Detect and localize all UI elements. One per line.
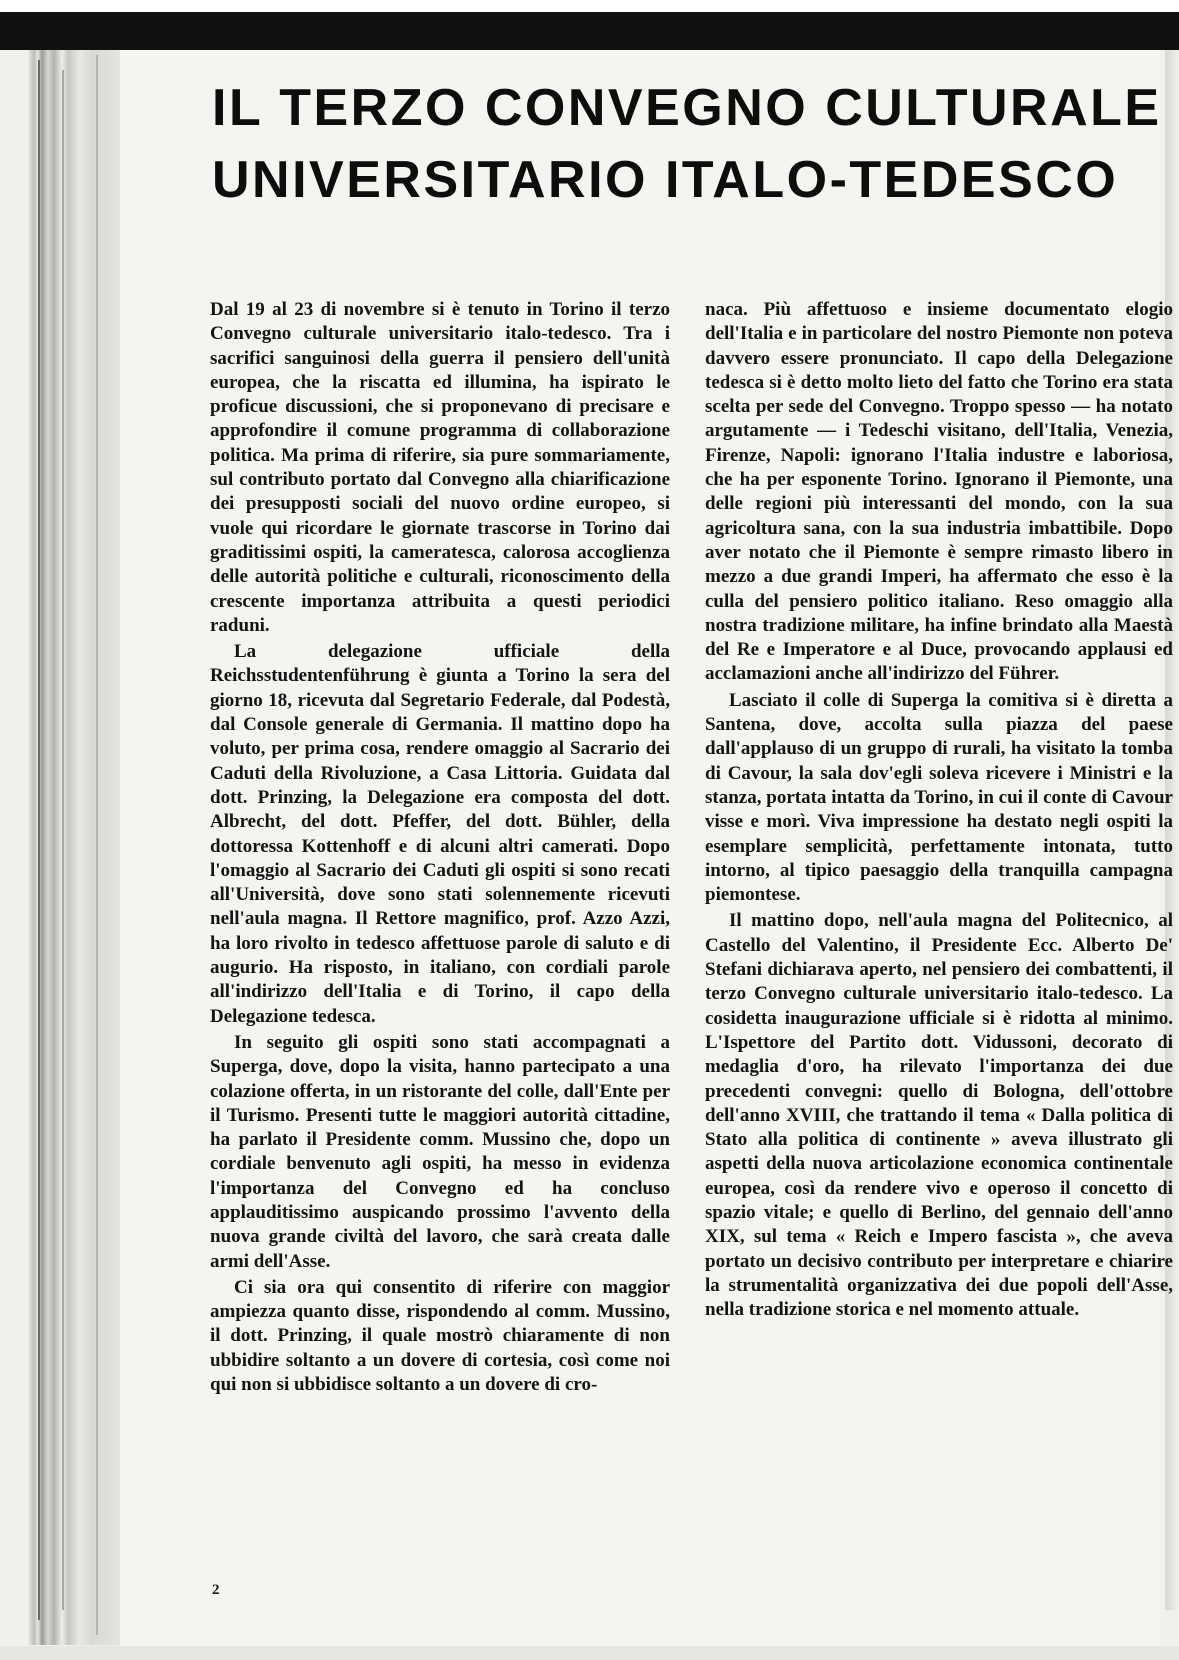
title-line-1: IL TERZO CONVEGNO CULTURALE [212,79,1162,137]
title-line-2: UNIVERSITARIO ITALO-TEDESCO [212,151,1119,209]
right-column [705,298,1173,1322]
article-title [212,72,1179,216]
paragraph: Il mattino dopo, nell'aula magna del Politecnico, al Castello del Valentino, il Presidente Ecc. Alberto De' Stefani dichiarava aperto, nel pensiero dei combattenti, il terzo Convegno culturale universitario italo-tedesco. La cosidetta inaugurazione ufficiale si è ridotta al minimo. L'Ispettore del Partito dott. Vidussoni, decorato di medaglia d'oro, ha rilevato l'importanza dei due precedenti convegni: quello di Bologna, dell'ottobre dell'anno XVIII, che trattando il tema « Dalla politica di Stato alla politica di continente » aveva illustrato gli aspetti della nuova articolazione economica continentale europea, così da rendere vivo e operoso il concetto di spazio vitale; e quello di Berlino, del gennaio dell'anno XIX, sul tema « Reich e Impero fascista », che aveva portato un decisivo contributo per interpretare e chiarire la strumentalità organizzativa dei due popoli dell'Asse, nella tradizione storica e nel momento attuale. [705,910,1173,1321]
binding-line [38,60,40,1620]
paragraph: La delegazione ufficiale della Reichsstudentenführung è giunta a Torino la sera del giorno 18, ricevuta dal Segretario Federale, dal Podestà, dal Console generale di Germania. Il mattino dopo ha voluto, per prima cosa, rendere omaggio al Sacrario dei Caduti della Rivoluzione, a Casa Littoria. Guidata dal dott. Prinzing, la Delegazione era composta del dott. Albrecht, del dott. Pfeffer, del dott. Bühler, della dottoressa Kottenhoff e di alcuni altri camerati. Dopo l'omaggio al Sacrario dei Caduti gli ospiti si sono recati all'Università, dove sono stati solennemente ricevuti nell'aula magna. Il Rettore magnifico, prof. Azzo Azzi, ha loro rivolto in tedesco affettuose parole di saluto e di augurio. Ha risposto, in italiano, con cordiali parole all'indirizzo dell'Italia e di Torino, il capo della Delegazione tedesca. [210,641,670,1027]
paragraph: naca. Più affettuoso e insieme documentato elogio dell'Italia e in particolare del nostro Piemonte non poteva davvero essere pronunciato. Il capo della Delegazione tedesca si è detto molto lieto del fatto che Torino era stata scelta per sede del Convegno. Troppo spesso — ha notato argutamente — i Tedeschi visitano, dell'Italia, Venezia, Firenze, Napoli: ignorano l'Italia industre e laboriosa, che ha per esponente Torino. Ignorano il Piemonte, una delle regioni più interessanti del mondo, con la sua agricoltura sana, con la sua industria imbattibile. Dopo aver notato che il Piemonte è sempre rimasto libero in mezzo a due grandi Imperi, ha affermato che esso è la culla del pensiero politico italiano. Reso omaggio alla nostra tradizione militare, ha infine brindato alla Maestà del Re e Imperatore e al Duce, provocando applausi ed acclamazioni anche all'indirizzo del Führer. [705,299,1173,685]
paragraph: In seguito gli ospiti sono stati accompagnati a Superga, dove, dopo la visita, hanno partecipato a una colazione offerta, in un ristorante del colle, dall'Ente per il Turismo. Presenti tutte le maggiori autorità cittadine, ha parlato il Presidente comm. Mussino che, dopo un cordiale benvenuto agli ospiti, ha messo in evidenza l'importanza del Convegno ed ha concluso applauditissimo auspicando prossimo l'avvento della nuova grande civiltà del lavoro, che sarà creata dalle armi dell'Asse. [210,1031,670,1272]
scan-bottom-margin [0,1646,1179,1660]
paragraph: Ci sia ora qui consentito di riferire con maggior ampiezza quanto disse, rispondendo al comm. Mussino, il dott. Prinzing, il quale mostrò chiaramente di non ubbidire soltanto a un dovere di cortesia, così come noi qui non si ubbidisce soltanto a un dovere di cro- [210,1276,670,1396]
left-column [210,298,670,1397]
scan-top-margin [0,0,1179,12]
binding-line [96,55,98,1635]
page-number: 2 [212,1582,220,1598]
scan-top-band [0,12,1179,50]
paragraph: Dal 19 al 23 di novembre si è tenuto in Torino il terzo Convegno culturale universitario italo-tedesco. Tra i sacrifici sanguinosi della guerra il pensiero dell'unità europea, che la riscatta ed illumina, ha ispirato le proficue discussioni, che si proponevano di precisare e approfondire il comune programma di collaborazione politica. Ma prima di riferire, sia pure sommariamente, sul contributo portato dal Convegno alla chiarificazione dei presupposti sociali del nuovo ordine europeo, si vuole qui ricordare le giornate trascorse in Torino dai graditissimi ospiti, la cameratesca, calorosa accoglienza delle autorità politiche e culturali, riconoscimento della crescente importanza attribuita a questi periodici raduni. [210,299,670,636]
binding-line [62,70,64,1610]
paragraph: Lasciato il colle di Superga la comitiva si è diretta a Santena, dove, accolta sulla piazza del paese dall'applauso di un gruppo di rurali, ha visitato la tomba di Cavour, la sala dov'egli soleva ricevere i Ministri e la stanza, portata intatta da Torino, in cui il conte di Cavour visse e morì. Viva impressione ha destato negli ospiti la esemplare semplicità, perfettamente intonata, tutto intorno, al tipico paesaggio della tranquilla campagna piemontese. [705,689,1173,906]
